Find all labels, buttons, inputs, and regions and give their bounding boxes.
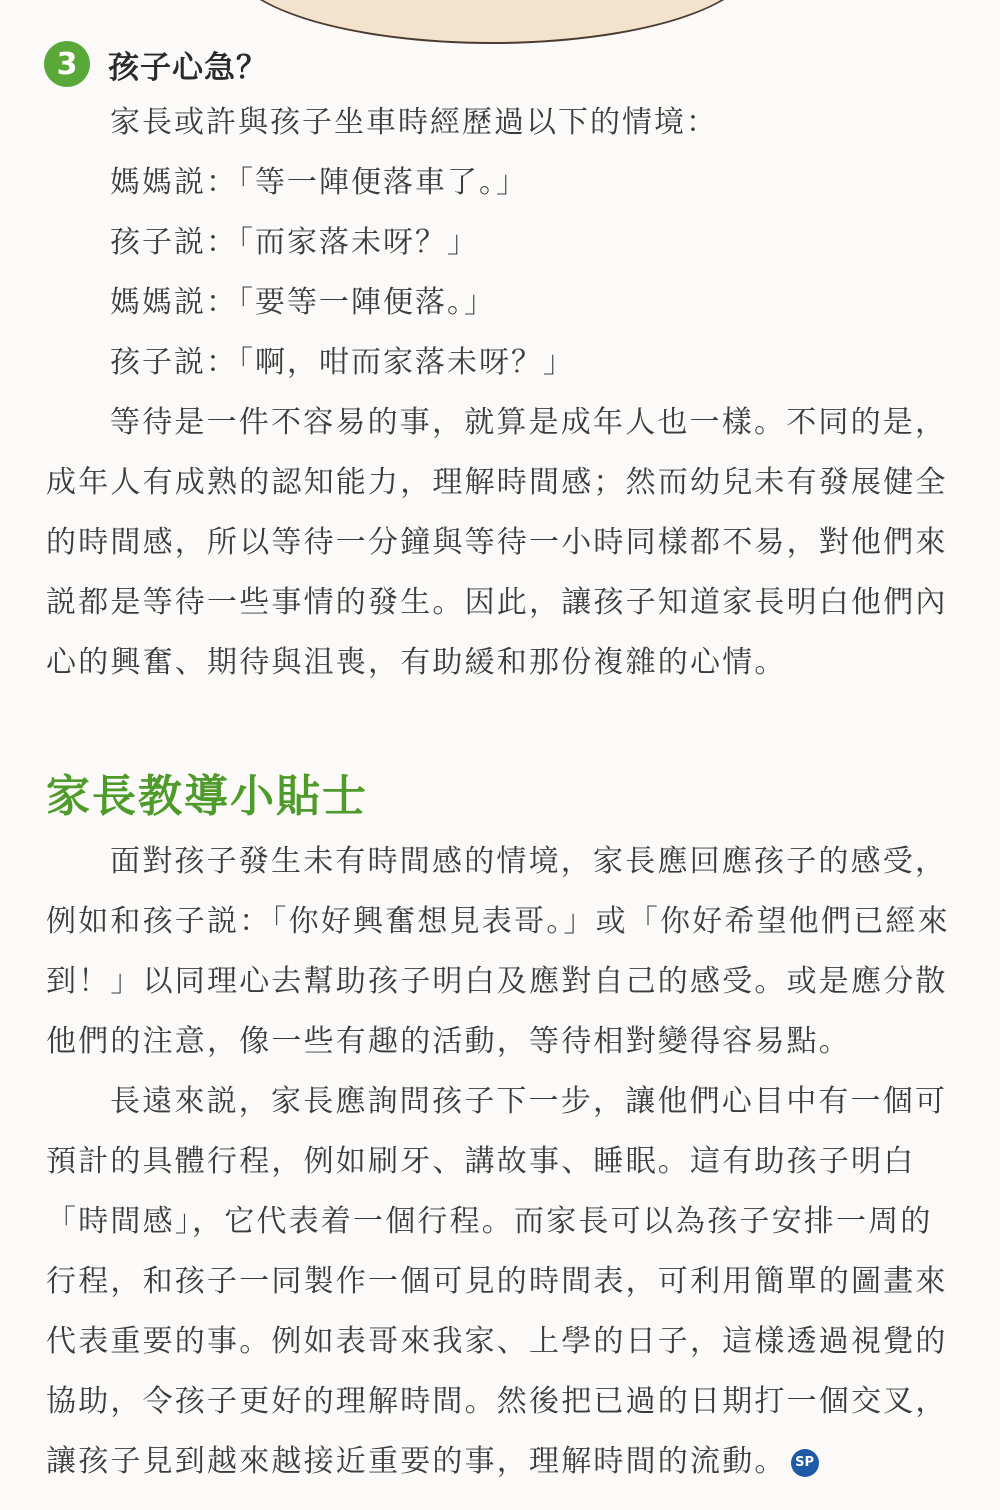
tips-paragraph-1: 面對孩子發生未有時間感的情境，家長應回應孩子的感受，例如和孩子説：「你好興奮想見表哥。」或「你好希望他們已經來到！」以同理心去幫助孩子明白及應對自己的感受。或是應分散他們的注意，像一些有趣的活動，等待相對變得容易點。 bbox=[46, 844, 950, 1059]
section-heading bbox=[44, 40, 268, 88]
tips-paragraph-2-text: 長遠來説，家長應詢問孩子下一步，讓他們心目中有一個可預計的具體行程，例如刷牙、講故事、睡眠。這有助孩子明白「時間感」，它代表着一個行程。而家長可以為孩子安排一周的行程，和孩子一同製作一個可見的時間表，可利用簡單的圖畫來代表重要的事。例如表哥來我家、上學的日子，這樣透過視覺的協助，令孩子更好的理解時間。然後把已過的日期打一個交叉，讓孩子見到越來越接近重要的事，理解時間的流動。 bbox=[46, 1084, 948, 1479]
dialogue-line: 媽媽説：「要等一陣便落。」 bbox=[110, 285, 496, 320]
illustration-edge bbox=[230, 0, 754, 44]
section-paragraph: 等待是一件不容易的事，就算是成年人也一樣。不同的是，成年人有成熟的認知能力，理解時間感；然而幼兒未有發展健全的時間感，所以等待一分鐘與等待一小時同樣都不易，對他們來説都是等待一些事情的發生。因此，讓孩子知道家長明白他們內心的興奮、期待與沮喪，有助緩和那份複雜的心情。 bbox=[46, 405, 948, 680]
tips-title: 家長教導小貼士 bbox=[46, 771, 368, 822]
sp-logo: SP bbox=[791, 1449, 819, 1477]
intro-line: 家長或許與孩子坐車時經歷過以下的情境： bbox=[110, 105, 718, 140]
section-number-badge: 3 bbox=[44, 41, 90, 87]
tips-paragraph-2 bbox=[46, 1072, 951, 1492]
dialogue-line: 孩子説：「而家落未呀？」 bbox=[110, 225, 479, 260]
dialogue-line: 媽媽説：「等一陣便落車了。」 bbox=[110, 165, 528, 200]
dialogue-line: 孩子説：「啊，咁而家落未呀？」 bbox=[110, 345, 575, 380]
section-title: 孩子心急？ bbox=[108, 49, 268, 86]
